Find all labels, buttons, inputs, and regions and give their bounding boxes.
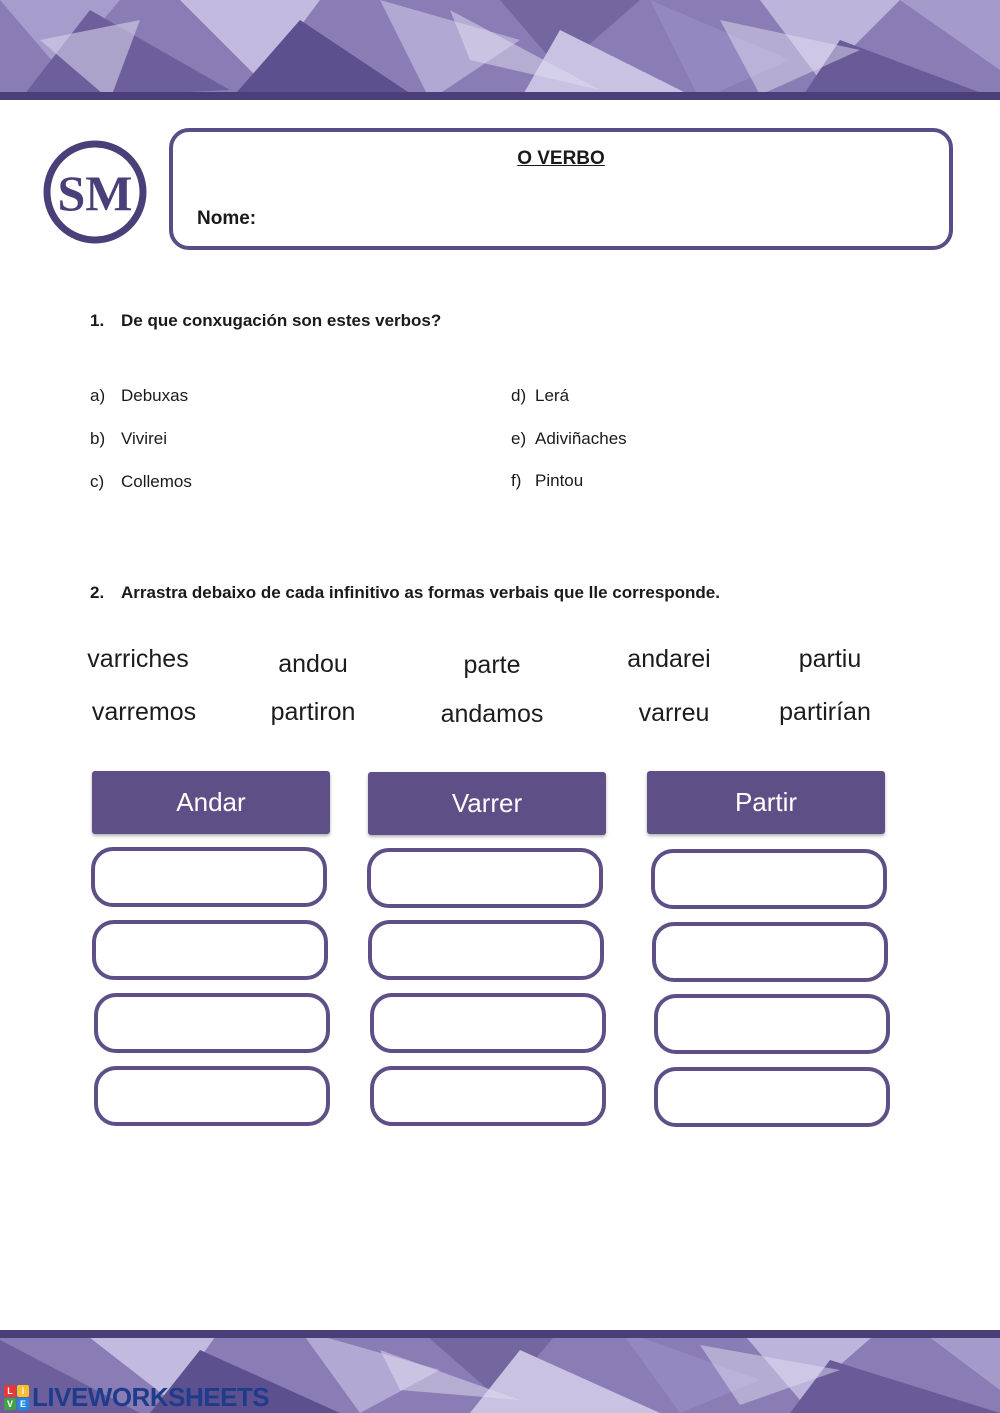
question-2-text: Arrastra debaixo de cada infinitivo as formas verbais que lle corresponde. [121,583,720,602]
svg-text:SM: SM [57,165,133,221]
question-2 [90,583,720,603]
drop-slot-partir-4[interactable] [654,1067,890,1127]
list-item: f) Pintou [511,471,584,490]
drop-slot-partir-2[interactable] [652,922,888,982]
draggable-word[interactable]: partiron [270,698,356,726]
draggable-word[interactable]: varremos [91,698,197,726]
drop-slot-varrer-1[interactable] [367,848,603,908]
worksheet-title: O VERBO [517,148,605,169]
header-box [169,128,953,250]
draggable-word[interactable]: varriches [87,645,189,673]
drop-slot-andar-1[interactable] [91,847,327,907]
sm-logo-icon [43,140,147,244]
list-item: b) Vivirei [90,429,167,448]
draggable-word[interactable]: varreu [638,699,710,727]
drop-slot-andar-4[interactable] [94,1066,330,1126]
name-label: Nome: [197,208,257,229]
drop-slot-varrer-3[interactable] [370,993,606,1053]
top-decorative-band [0,0,1000,100]
drop-slot-andar-3[interactable] [94,993,330,1053]
drop-slot-andar-2[interactable] [92,920,328,980]
liveworksheets-text: LIVEWORKSHEETS [32,1382,270,1412]
top-band-pattern [0,0,1000,100]
liveworksheets-logo-icon: L I V E [4,1385,29,1410]
drop-slot-partir-3[interactable] [654,994,890,1054]
column-header-andar: Andar [92,771,330,834]
draggable-word[interactable]: partiu [798,645,862,673]
question-1-text: De que conxugación son estes verbos? [121,311,442,330]
drop-slot-varrer-2[interactable] [368,920,604,980]
question-1-number: 1. [90,311,105,330]
drop-slot-varrer-4[interactable] [370,1066,606,1126]
draggable-word[interactable]: partirían [779,698,871,726]
list-item: c) Collemos [90,472,192,491]
list-item: d) Lerá [511,386,570,405]
draggable-word[interactable]: andarei [627,645,711,673]
draggable-word[interactable]: andamos [440,700,544,728]
list-item: e) Adiviñaches [511,429,627,448]
question-2-number: 2. [90,583,105,602]
question-1 [90,311,441,331]
list-item: a) Debuxas [90,386,189,405]
column-header-varrer: Varrer [368,772,606,835]
draggable-word[interactable]: parte [463,651,521,679]
draggable-word[interactable]: andou [278,650,348,678]
liveworksheets-brand [4,1382,269,1413]
column-header-partir: Partir [647,771,885,834]
drop-slot-partir-1[interactable] [651,849,887,909]
